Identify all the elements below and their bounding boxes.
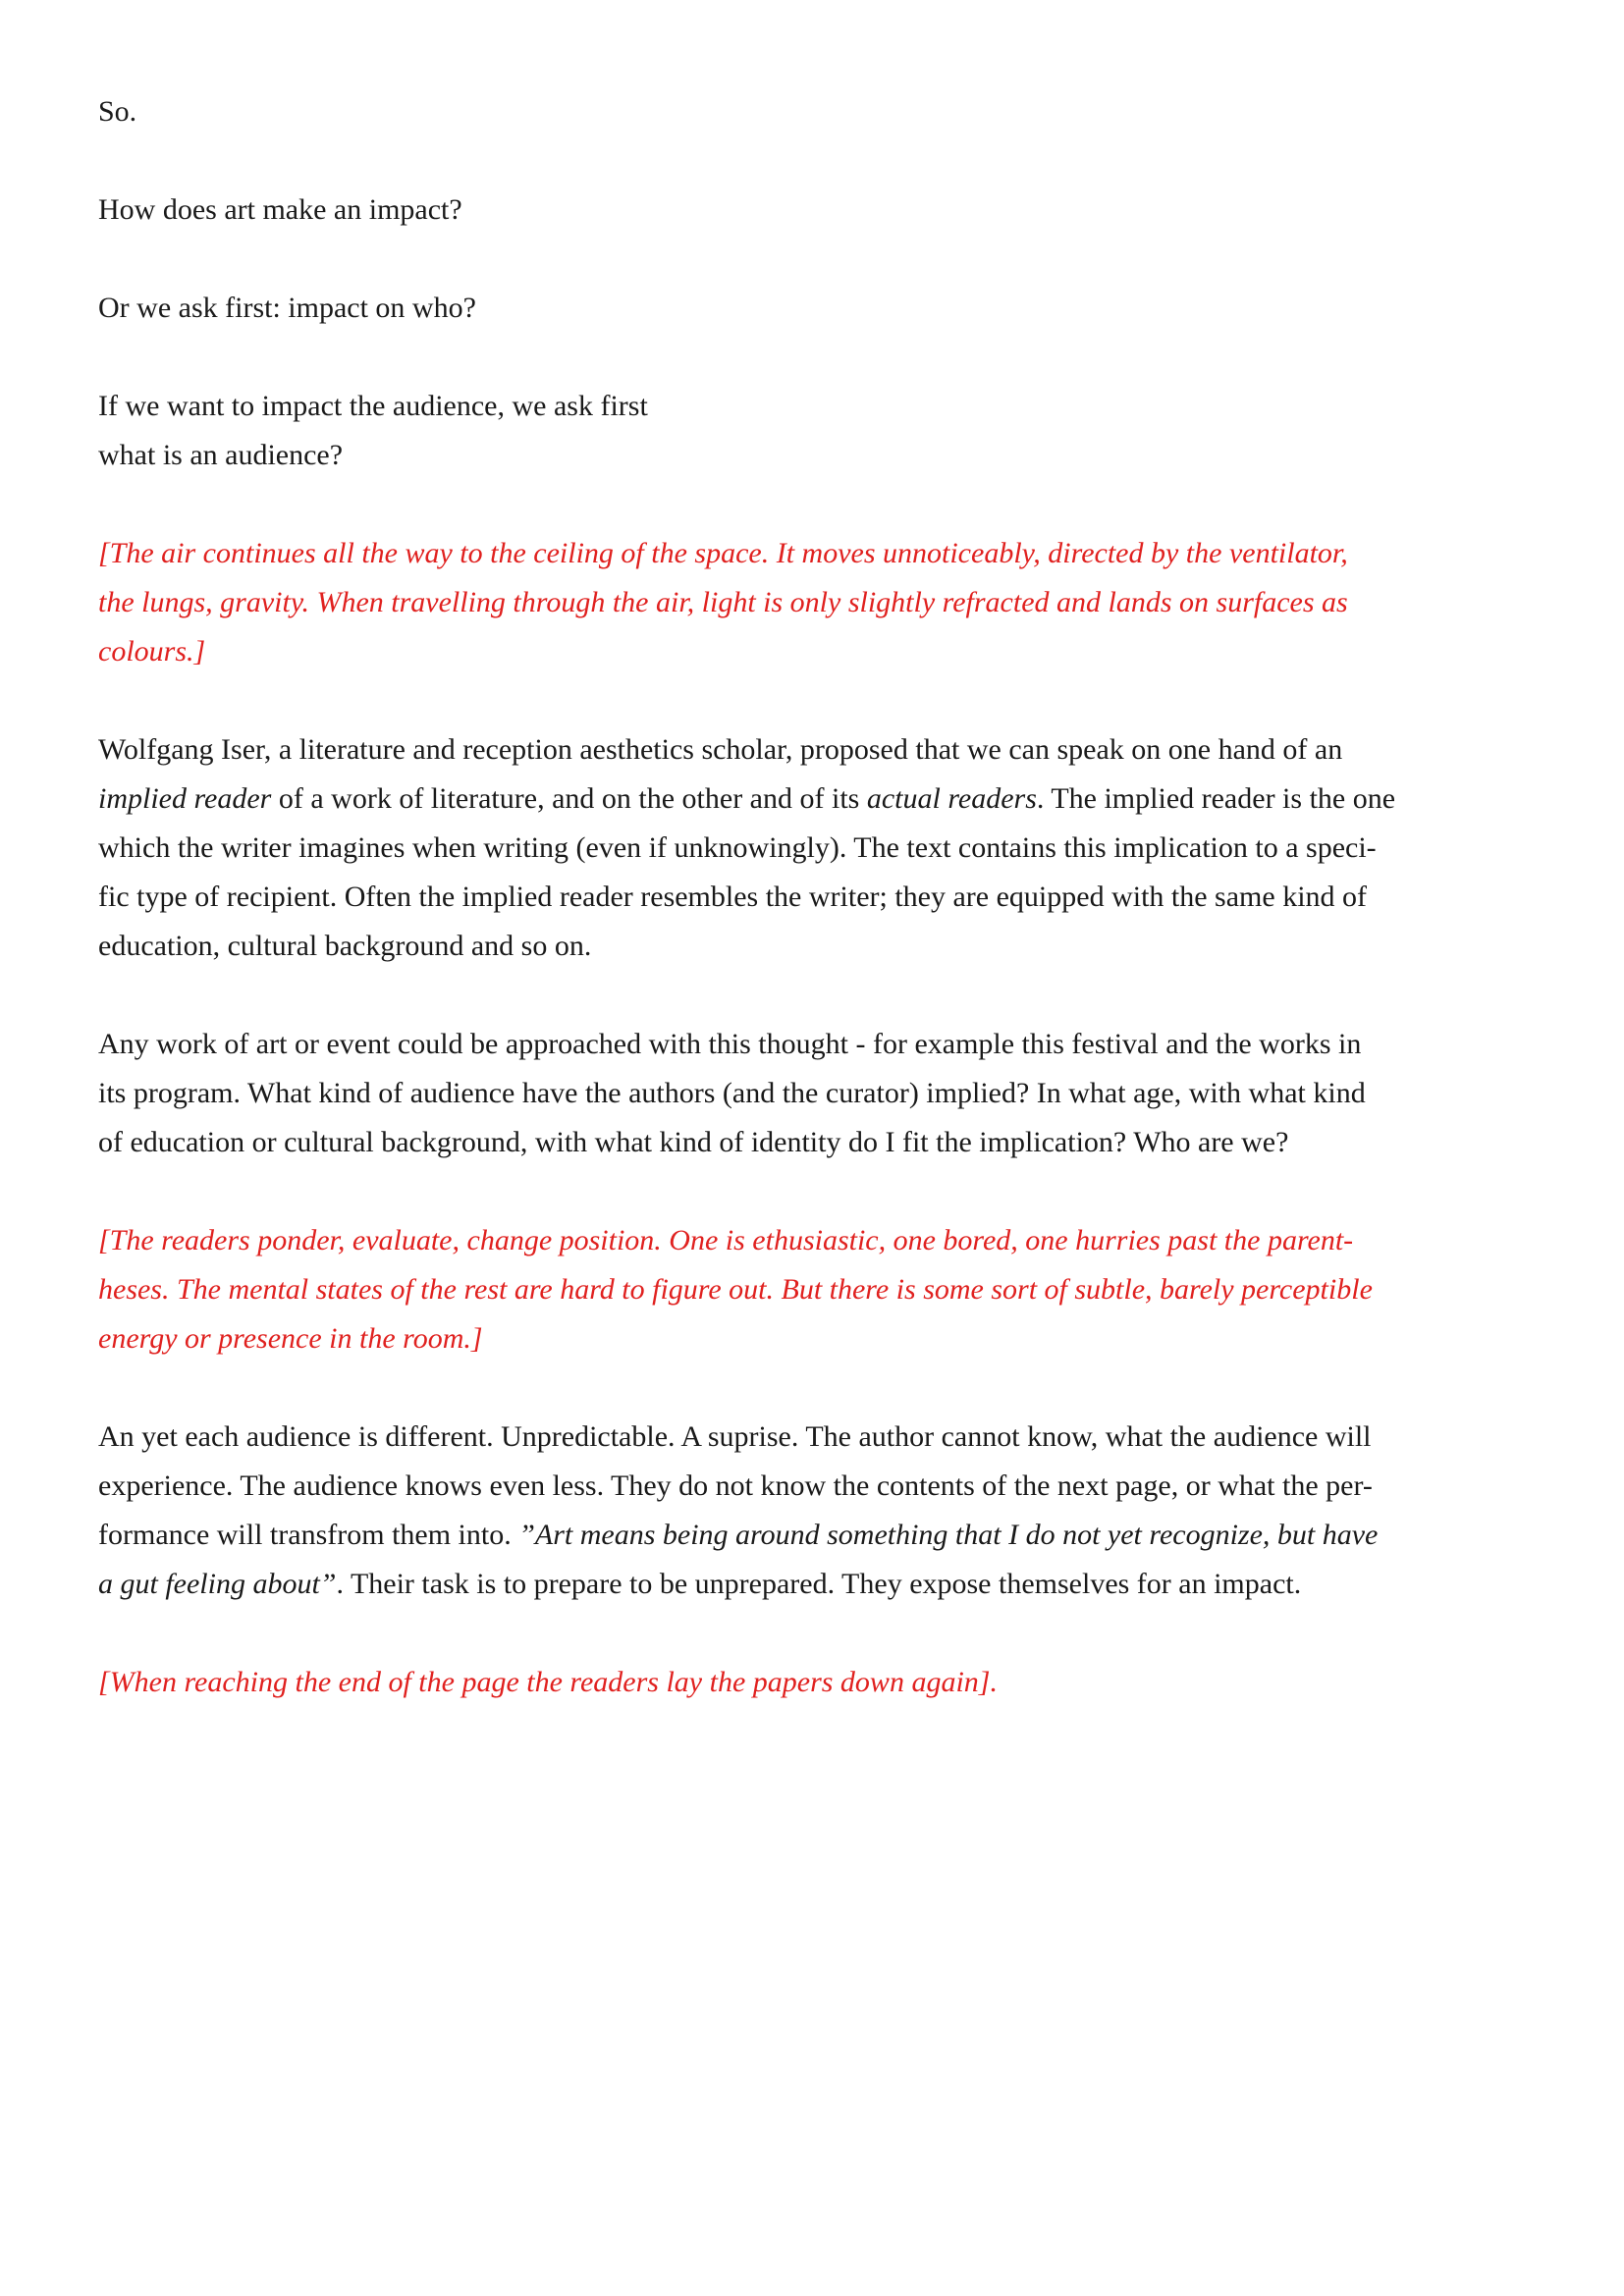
question-how-impact [98, 186, 1536, 235]
italic-text-run: a gut feeling about” [98, 1568, 337, 1600]
text-line [98, 284, 1536, 333]
text-line [98, 1216, 1536, 1265]
text-line [98, 1462, 1536, 1511]
text-run: heses. The mental states of the rest are hard to figure out. But there is some sort of subtle, barely perceptible [98, 1273, 1373, 1306]
text-run: Or we ask first: impact on who? [98, 292, 476, 324]
text-run: [The readers ponder, evaluate, change position. One is ethusiastic, one bored, one hurries past the parent- [98, 1224, 1354, 1256]
text-line [98, 1069, 1536, 1118]
stage-direction-readers [98, 1216, 1536, 1363]
text-line [98, 87, 1536, 136]
text-run: If we want to impact the audience, we ask first [98, 390, 648, 422]
text-run: [The air continues all the way to the ceiling of the space. It moves unnoticeably, directed by the ventilator, [98, 537, 1348, 569]
text-line [98, 186, 1536, 235]
text-line [98, 1658, 1536, 1707]
text-line [98, 873, 1536, 922]
text-run: colours.] [98, 635, 206, 667]
text-run: formance will transfrom them into. [98, 1519, 519, 1551]
text-run: . Their task is to prepare to be unprepared. They expose themselves for an impact. [336, 1568, 1302, 1600]
text-run: So. [98, 95, 137, 128]
text-line [98, 1118, 1536, 1167]
text-run: the lungs, gravity. When travelling through the air, light is only slightly refracted and lands on surfaces as [98, 586, 1348, 618]
italic-text-run: actual readers [866, 782, 1037, 815]
text-line [98, 627, 1536, 676]
paragraph-implied-reader [98, 725, 1536, 971]
text-line [98, 824, 1536, 873]
text-run: . The implied reader is the one [1036, 782, 1396, 815]
text-line [98, 1560, 1536, 1609]
text-line [98, 529, 1536, 578]
text-line [98, 1020, 1536, 1069]
text-run: Any work of art or event could be approached with this thought - for example this festival and the works in [98, 1028, 1362, 1060]
text-run: experience. The audience knows even less. They do not know the contents of the next page, or what the per- [98, 1469, 1373, 1502]
paragraph-festival-audience [98, 1020, 1536, 1167]
stage-direction-end-of-page [98, 1658, 1536, 1707]
text-line [98, 774, 1536, 824]
text-run: An yet each audience is different. Unpredictable. A suprise. The author cannot know, what the audience will [98, 1420, 1372, 1453]
text-line [98, 1413, 1536, 1462]
text-line [98, 1265, 1536, 1314]
text-run: of education or cultural background, with what kind of identity do I fit the implication? Who are we? [98, 1126, 1289, 1158]
text-run: its program. What kind of audience have the authors (and the curator) implied? In what age, with what kind [98, 1077, 1366, 1109]
text-run: energy or presence in the room.] [98, 1322, 483, 1355]
text-line [98, 922, 1536, 971]
text-run: [When reaching the end of the page the readers lay the papers down again]. [98, 1666, 998, 1698]
paragraph-audience-unpredictable [98, 1413, 1536, 1609]
stage-direction-air [98, 529, 1536, 676]
text-run: How does art make an impact? [98, 193, 462, 226]
italic-text-run: implied reader [98, 782, 272, 815]
question-impact-on-who [98, 284, 1536, 333]
text-line [98, 578, 1536, 627]
text-line [98, 1314, 1536, 1363]
text-run: Wolfgang Iser, a literature and reception aesthetics scholar, proposed that we can speak on one hand of an [98, 733, 1343, 766]
text-line [98, 382, 1536, 431]
text-run: what is an audience? [98, 439, 344, 471]
text-run: of a work of literature, and on the other and of its [271, 782, 867, 815]
question-what-is-audience [98, 382, 1536, 480]
text-run: education, cultural background and so on. [98, 930, 592, 962]
italic-text-run: ”Art means being around something that I do not yet recognize, but have [518, 1519, 1379, 1551]
text-run: fic type of recipient. Often the implied reader resembles the writer; they are equipped with the same kind of [98, 881, 1368, 913]
text-line [98, 725, 1536, 774]
text-line [98, 1511, 1536, 1560]
text-run: which the writer imagines when writing (even if unknowingly). The text contains this implication to a speci- [98, 831, 1377, 864]
opening-word [98, 87, 1536, 136]
text-line [98, 431, 1536, 480]
